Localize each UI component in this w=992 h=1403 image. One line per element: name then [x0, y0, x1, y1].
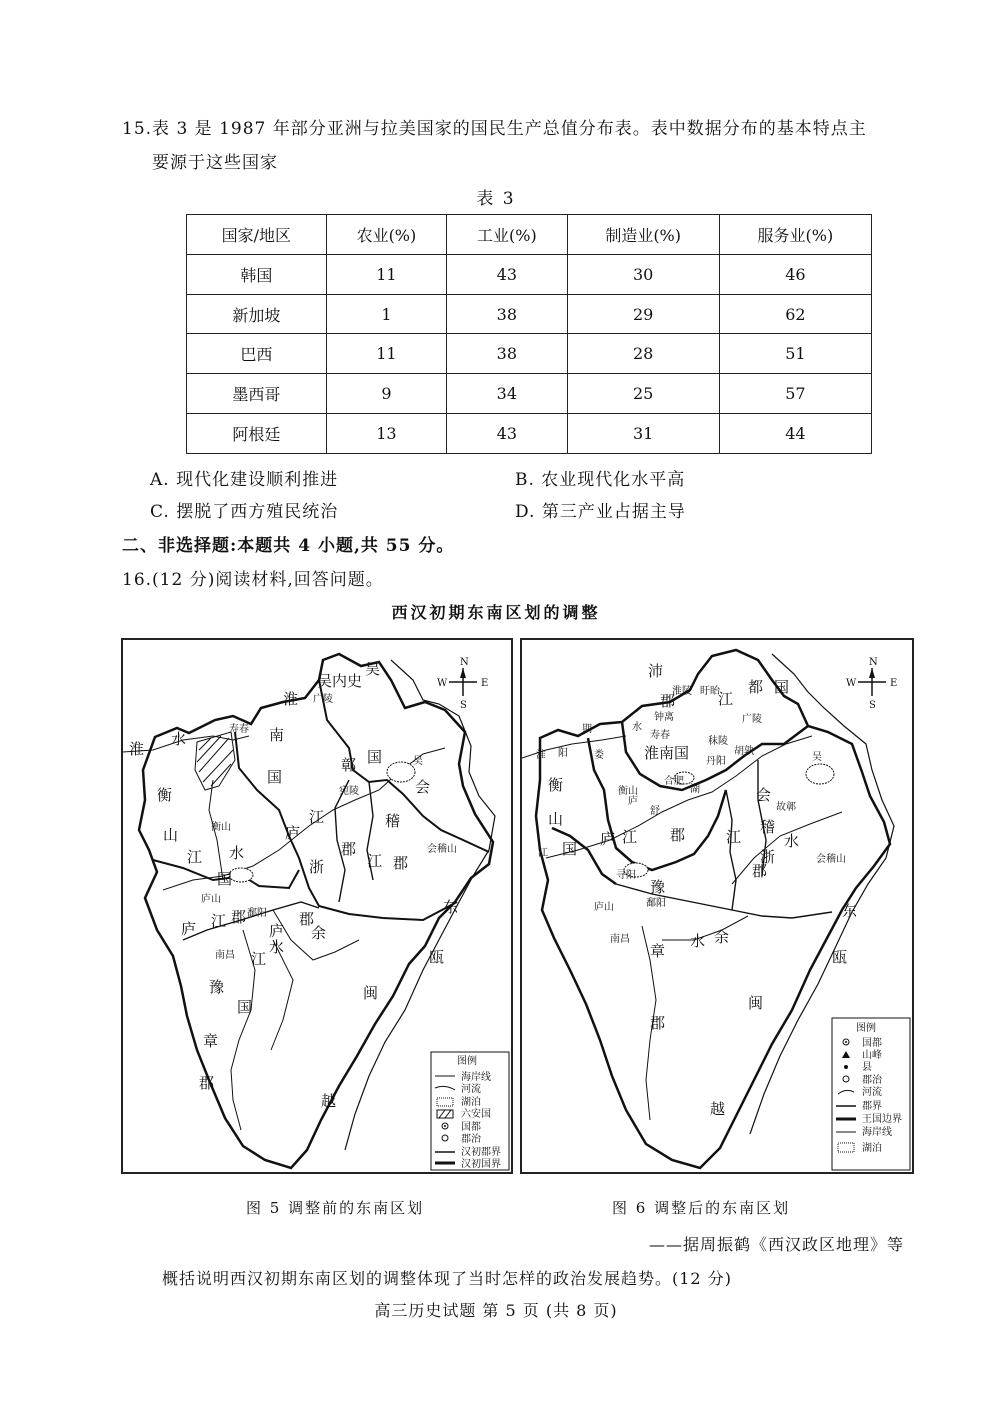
map-legend-label: 国都 — [862, 1038, 882, 1049]
map-label: 吴 — [365, 660, 381, 678]
map-5-legend — [431, 1052, 509, 1170]
table-row — [187, 294, 872, 334]
table-cell: 38 — [447, 294, 567, 334]
map-label: 淮南国 — [644, 744, 690, 762]
map-label: 南 — [269, 726, 285, 744]
map-label: 稽 — [385, 812, 401, 830]
map-label: 豫 — [650, 878, 666, 896]
table-header-cell: 国家/地区 — [187, 215, 327, 255]
map-5-river — [271, 940, 293, 1050]
map-legend-label: 郡界 — [862, 1101, 882, 1112]
map-label: 鄱阳 — [646, 898, 666, 909]
question-16: 16.(12 分)阅读材料,回答问题。 — [122, 570, 384, 590]
map-label: 浙 — [760, 848, 776, 866]
map-label: 宛陵 — [339, 786, 359, 797]
gnp-table — [186, 214, 872, 454]
table-cell: 韩国 — [187, 254, 327, 294]
map-label: 东 — [842, 902, 858, 920]
question-15-line1: 15.表 3 是 1987 年部分亚洲与拉美国家的国民生产总值分布表。表中数据分布的基本特点主 — [122, 119, 867, 139]
map-label: 故鄣 — [776, 802, 796, 813]
map-label: 都 — [748, 678, 764, 696]
map-label: 浙 — [309, 858, 325, 876]
map-5-compass-icon — [437, 657, 488, 711]
map-label: 会 — [415, 778, 431, 796]
table-header-cell: 工业(%) — [447, 215, 567, 255]
question-15-line2: 要源于这些国家 — [152, 153, 278, 173]
map-label: 盱眙 — [700, 686, 720, 697]
map-label: 水 — [690, 932, 706, 950]
map-label: 寿春 — [229, 724, 249, 735]
map-label: 会 — [756, 786, 772, 804]
map-label: 郡 — [650, 1014, 666, 1032]
table-row — [187, 334, 872, 374]
map-label: 国 — [267, 768, 283, 786]
map-label: 水 — [171, 730, 187, 748]
table-cell: 31 — [567, 414, 719, 454]
map-label: 章 — [650, 942, 666, 960]
map-label: 国 — [217, 870, 233, 888]
map-5-liuan-region — [195, 732, 235, 790]
table-cell: 阿根廷 — [187, 414, 327, 454]
map-label: 阳 — [558, 748, 568, 759]
map-label: 庐 — [285, 824, 301, 842]
map-legend-label: S — [460, 700, 467, 711]
map-label: 庐山 — [594, 902, 614, 913]
map-legend-label: W — [437, 678, 448, 689]
map-label: 山 — [548, 810, 564, 828]
map-label: 江 — [718, 690, 734, 708]
map-label: 闽 — [748, 994, 764, 1012]
option-d[interactable]: D. 第三产业占据主导 — [515, 502, 686, 522]
map-label: 江 — [538, 848, 548, 859]
table-cell: 43 — [447, 254, 567, 294]
map-legend-label: 湖泊 — [862, 1143, 882, 1154]
map-legend-label: 山峰 — [862, 1050, 882, 1061]
table-header-cell: 服务业(%) — [719, 215, 871, 255]
map-label: 江 — [211, 912, 227, 930]
map-legend-label: N — [460, 657, 469, 668]
map-6-lake-taihu — [806, 764, 834, 784]
table-cell: 62 — [719, 294, 871, 334]
map-label: 稽 — [760, 818, 776, 836]
map-legend-label: 王国边界 — [862, 1114, 902, 1125]
map-label: 庐 — [269, 922, 285, 940]
table-cell: 1 — [326, 294, 446, 334]
map-label: 钟离 — [654, 712, 674, 723]
table-cell: 57 — [719, 374, 871, 414]
table-header-row — [187, 215, 872, 255]
table-cell: 34 — [447, 374, 567, 414]
map-label: 寻阳 — [616, 870, 636, 881]
map-label: 江 — [309, 808, 325, 826]
map-label: 郡 — [670, 826, 686, 844]
map-6-compass-icon — [846, 657, 897, 711]
map-label: 江 — [726, 828, 742, 846]
map-label: 郡 — [660, 692, 676, 710]
table-cell: 新加坡 — [187, 294, 327, 334]
map-label: 余 — [311, 924, 327, 942]
map-legend-label: E — [890, 678, 898, 689]
map-label: 娄 — [594, 750, 604, 761]
map-legend-label: 郡治 — [461, 1134, 481, 1145]
map-label: 庐 — [181, 920, 197, 938]
table-cell: 30 — [567, 254, 719, 294]
map-label: 广陵 — [313, 694, 333, 705]
map-label: 章 — [203, 1032, 219, 1050]
map-label: 胡孰 — [734, 746, 754, 757]
table-row — [187, 254, 872, 294]
map-label: 淮陵 — [672, 686, 692, 697]
table-cell: 46 — [719, 254, 871, 294]
map-label: 沛 — [648, 662, 664, 680]
map-legend-label: W — [846, 678, 857, 689]
map-label: 江 — [187, 848, 203, 866]
table-cell: 11 — [326, 334, 446, 374]
map-6-caption: 图 6 调整后的东南区划 — [612, 1199, 791, 1217]
map-label: 南昌 — [610, 934, 630, 945]
map-label: 越 — [321, 1092, 337, 1110]
table-cell: 13 — [326, 414, 446, 454]
map-label: 郡 — [341, 840, 357, 858]
table-header-cell: 农业(%) — [326, 215, 446, 255]
table-cell: 51 — [719, 334, 871, 374]
map-label: 郡 — [752, 862, 768, 880]
map-label: 郡 — [231, 908, 247, 926]
map-label: 水 — [784, 832, 800, 850]
map-label: 国 — [237, 998, 253, 1016]
map-legend-label: 河流 — [461, 1084, 481, 1095]
map-legend-label: 汉初国界 — [461, 1159, 501, 1170]
map-label: 豫 — [209, 978, 225, 996]
table-caption: 表 3 — [476, 189, 516, 209]
map-label: 南昌 — [215, 950, 235, 961]
source-citation: ——据周振鹤《西汉政区地理》等 — [648, 1235, 904, 1254]
table-cell: 38 — [447, 334, 567, 374]
map-label: 闽 — [363, 984, 379, 1002]
map-label: 合肥 — [664, 776, 684, 787]
map-legend-label: N — [869, 657, 878, 668]
map-legend-label: S — [869, 700, 876, 711]
map-legend-label: E — [481, 678, 489, 689]
map-6-legend — [832, 1018, 910, 1170]
map-label: 衡 — [548, 776, 564, 794]
map-label: 国 — [774, 678, 790, 696]
map-5-lake-poyang — [229, 868, 253, 882]
map-legend-label: 国都 — [461, 1122, 481, 1133]
map-label: 庐山 — [201, 894, 221, 905]
table-row — [187, 414, 872, 454]
map-legend-label: 六安国 — [461, 1109, 491, 1120]
map-label: 江 — [251, 950, 267, 968]
table-cell: 44 — [719, 414, 871, 454]
map-label: 郡 — [393, 854, 409, 872]
table-cell: 29 — [567, 294, 719, 334]
map-label: 越 — [710, 1100, 726, 1118]
option-b[interactable]: B. 农业现代化水平高 — [515, 470, 686, 490]
table-row — [187, 374, 872, 414]
map-label: 湖 — [690, 784, 700, 795]
map-label: 期 — [582, 724, 592, 735]
map-legend-label: 湖泊 — [461, 1097, 481, 1108]
map-label: 水 — [269, 938, 285, 956]
map-figure-6 — [520, 638, 914, 1174]
section-heading: 二、非选择题:本题共 4 小题,共 55 分。 — [122, 536, 455, 556]
map-label: 江 — [622, 828, 638, 846]
map-label: 国 — [367, 748, 383, 766]
map-label: 郡 — [299, 910, 315, 928]
table-cell: 巴西 — [187, 334, 327, 374]
map-label: 吴 — [812, 752, 822, 763]
map-label: 广陵 — [742, 714, 762, 725]
table-cell: 9 — [326, 374, 446, 414]
table-cell: 25 — [567, 374, 719, 414]
table-cell: 11 — [326, 254, 446, 294]
map-label: 瓯 — [429, 948, 445, 966]
table-cell: 墨西哥 — [187, 374, 327, 414]
map-label: 庐 — [600, 830, 616, 848]
map-legend-label: 河流 — [862, 1087, 882, 1098]
map-figure-5 — [121, 638, 513, 1174]
map-label: 寿春 — [650, 730, 670, 741]
map-label: 庐 — [628, 796, 638, 807]
table-header-cell: 制造业(%) — [567, 215, 719, 255]
table-cell: 28 — [567, 334, 719, 374]
map-label: 郡 — [199, 1074, 215, 1092]
map-label: 衡山 — [618, 786, 638, 797]
map-label: 鄣 — [341, 756, 357, 774]
map-label: 淮 — [536, 750, 546, 761]
option-c[interactable]: C. 摆脱了西方殖民统治 — [150, 502, 339, 522]
map-label: 衡 — [157, 786, 173, 804]
map-label: 吴内史 — [317, 672, 363, 690]
map-legend-label: 郡治 — [862, 1075, 882, 1086]
map-5-drawing — [123, 640, 511, 1172]
question-prompt: 概括说明西汉初期东南区划的调整体现了当时怎样的政治发展趋势。(12 分) — [162, 1269, 732, 1288]
map-label: 淮 — [283, 690, 299, 708]
map-label: 余 — [714, 928, 730, 946]
map-legend-label: 图例 — [457, 1056, 477, 1067]
option-a[interactable]: A. 现代化建设顺利推进 — [150, 470, 339, 490]
map-legend-label: 海岸线 — [461, 1072, 491, 1083]
map-label: 秣陵 — [708, 736, 728, 747]
map-label: 水 — [229, 844, 245, 862]
map-label: 吴 — [413, 756, 423, 767]
map-legend-label: 汉初郡界 — [461, 1147, 501, 1158]
map-label: 东 — [443, 898, 459, 916]
map-label: 会稽山 — [816, 854, 846, 865]
table-cell: 43 — [447, 414, 567, 454]
map-label: 丹阳 — [706, 756, 726, 767]
map-6-internal-boundary — [726, 790, 736, 910]
map-5-lake-taihu — [387, 762, 415, 782]
map-title: 西汉初期东南区划的调整 — [391, 603, 601, 622]
map-label: 国 — [562, 840, 578, 858]
map-label: 水 — [632, 722, 642, 733]
map-label: 江 — [367, 852, 383, 870]
map-label: 衡山 — [211, 822, 231, 833]
map-label: 淮 — [129, 740, 145, 758]
question-15 — [122, 112, 912, 180]
map-label: 舒 — [650, 806, 660, 817]
map-5-caption: 图 5 调整前的东南区划 — [246, 1199, 425, 1217]
map-label: 鄱阳 — [247, 908, 267, 919]
map-label: 会稽山 — [427, 844, 457, 855]
page-footer: 高三历史试题 第 5 页 (共 8 页) — [374, 1301, 618, 1320]
map-6-drawing — [522, 640, 912, 1172]
map-label: 山 — [163, 826, 179, 844]
map-legend-label: 县 — [862, 1062, 872, 1073]
map-legend-label: 图例 — [856, 1023, 876, 1034]
map-label: 瓯 — [832, 948, 848, 966]
map-legend-label: 海岸线 — [862, 1127, 892, 1138]
